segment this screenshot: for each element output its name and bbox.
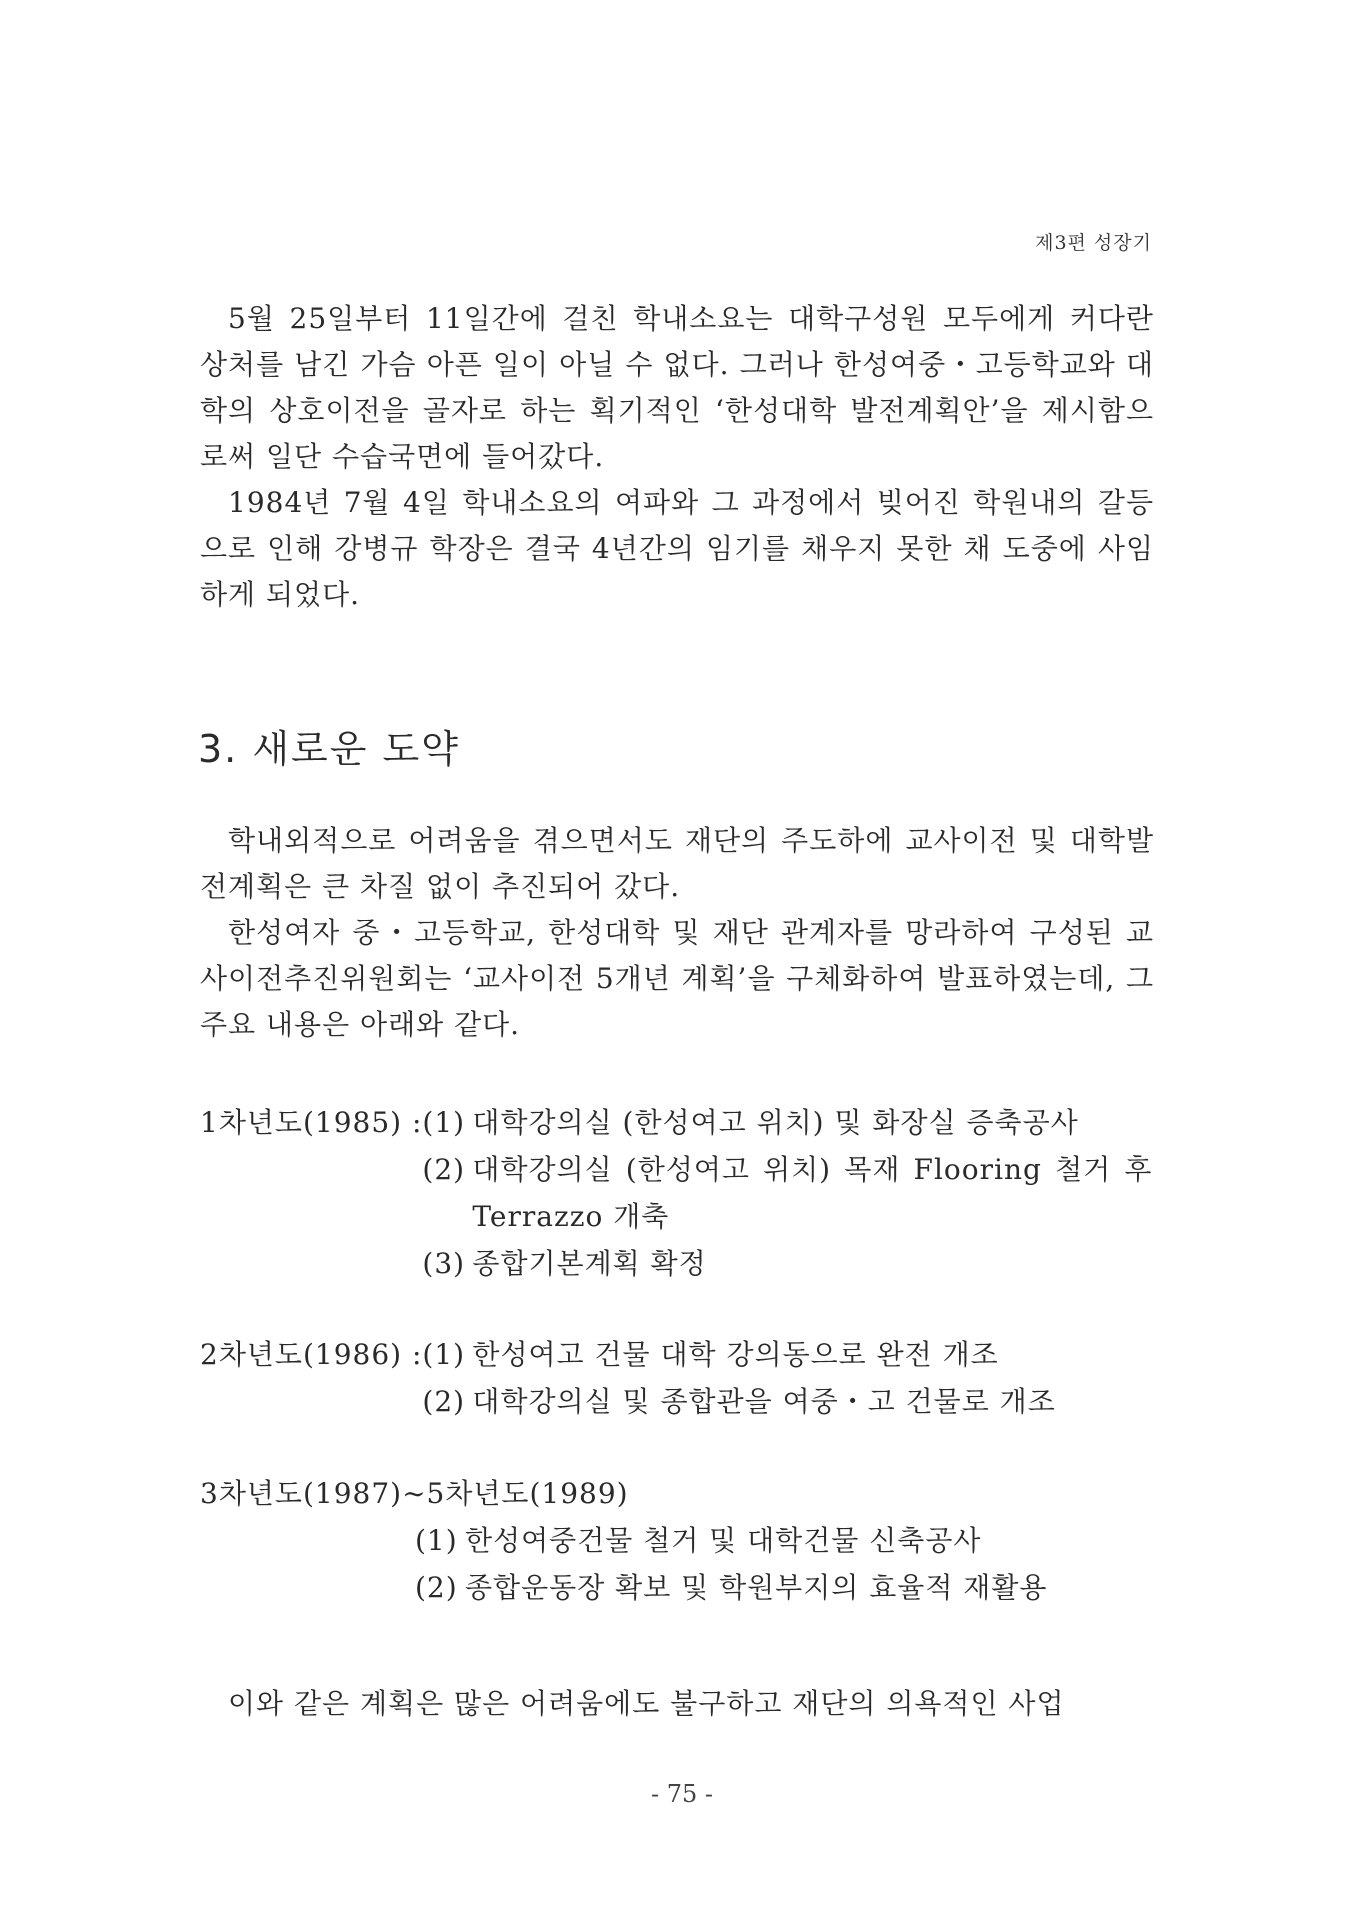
plan-item-number: (1) bbox=[422, 1106, 466, 1139]
plan-year-label: 2차년도(1986) : bbox=[200, 1338, 423, 1371]
plan-item-number: (1) bbox=[415, 1524, 458, 1557]
plan-item-text: 대학강의실 및 종합관을 여중・고 건물로 개조 bbox=[472, 1385, 1056, 1418]
closing-paragraph: 이와 같은 계획은 많은 어려움에도 불구하고 재단의 의욕적인 사업 bbox=[228, 1687, 1065, 1720]
paragraph: 학내외적으로 어려움을 겪으면서도 재단의 주도하에 교사이전 및 대학발전계획은 큰 차질 없이 추진되어 갔다. bbox=[200, 824, 1154, 903]
paragraph: 1984년 7월 4일 학내소요의 여파와 그 과정에서 빚어진 학원내의 갈등으로 인해 강병규 학장은 결국 4년간의 임기를 채우지 못한 채 도중에 사임하게 되었다. bbox=[200, 486, 1154, 611]
plan-item-text: 대학강의실 (한성여고 위치) 목재 Flooring 철거 후 Terrazzo 개축 bbox=[472, 1153, 1153, 1233]
plan-year-label: 1차년도(1985) : bbox=[200, 1106, 423, 1139]
plan-item-number: (1) bbox=[422, 1338, 466, 1371]
page-number: - 75 - bbox=[650, 1780, 713, 1808]
intro-text bbox=[200, 296, 1154, 618]
plan-item-number: (2) bbox=[422, 1385, 466, 1418]
plan-year-3 bbox=[200, 1470, 1160, 1611]
plan-item-number: (3) bbox=[422, 1247, 466, 1280]
plan-item bbox=[415, 1564, 1160, 1611]
section-title: 3. 새로운 도약 bbox=[198, 727, 460, 771]
plan-item bbox=[422, 1331, 1152, 1378]
plan-item-text: 대학강의실 (한성여고 위치) 및 화장실 증축공사 bbox=[472, 1106, 1079, 1139]
running-header: 제3편 성장기 bbox=[1035, 232, 1152, 254]
plan-item bbox=[415, 1517, 1160, 1564]
plan-year-label: 3차년도(1987)∼5차년도(1989) bbox=[200, 1477, 629, 1510]
plan-item-number: (2) bbox=[415, 1571, 458, 1604]
plan-item-text: 종합기본계획 확정 bbox=[472, 1247, 707, 1280]
plan-item bbox=[422, 1146, 1152, 1240]
plan-item bbox=[422, 1240, 1152, 1287]
paragraph: 5월 25일부터 11일간에 걸친 학내소요는 대학구성원 모두에게 커다란 상처를 남긴 가슴 아픈 일이 아닐 수 없다. 그러나 한성여중・고등학교와 대학의 상호이전을 골자로 하는 획기적인 ‘한성대학 발전계획안’을 제시함으로써 일단 수습국면에 들어갔다. bbox=[200, 302, 1154, 473]
plan-item bbox=[422, 1378, 1152, 1425]
plan-item-text: 종합운동장 확보 및 학원부지의 효율적 재활용 bbox=[465, 1571, 1048, 1604]
plan-year-1 bbox=[200, 1099, 1160, 1287]
plan-item-text: 한성여고 건물 대학 강의동으로 완전 개조 bbox=[472, 1338, 999, 1371]
paragraph: 한성여자 중・고등학교, 한성대학 및 재단 관계자를 망라하여 구성된 교사이전추진위원회는 ‘교사이전 5개년 계획’을 구체화하여 발표하였는데, 그 주요 내용은 아래와 같다. bbox=[200, 916, 1154, 1041]
plan-year-2 bbox=[200, 1331, 1160, 1425]
plan-item-text: 한성여중건물 철거 및 대학건물 신축공사 bbox=[465, 1524, 982, 1557]
plan-item bbox=[422, 1099, 1152, 1146]
section-text bbox=[200, 818, 1154, 1048]
plan-item-number: (2) bbox=[422, 1153, 466, 1186]
